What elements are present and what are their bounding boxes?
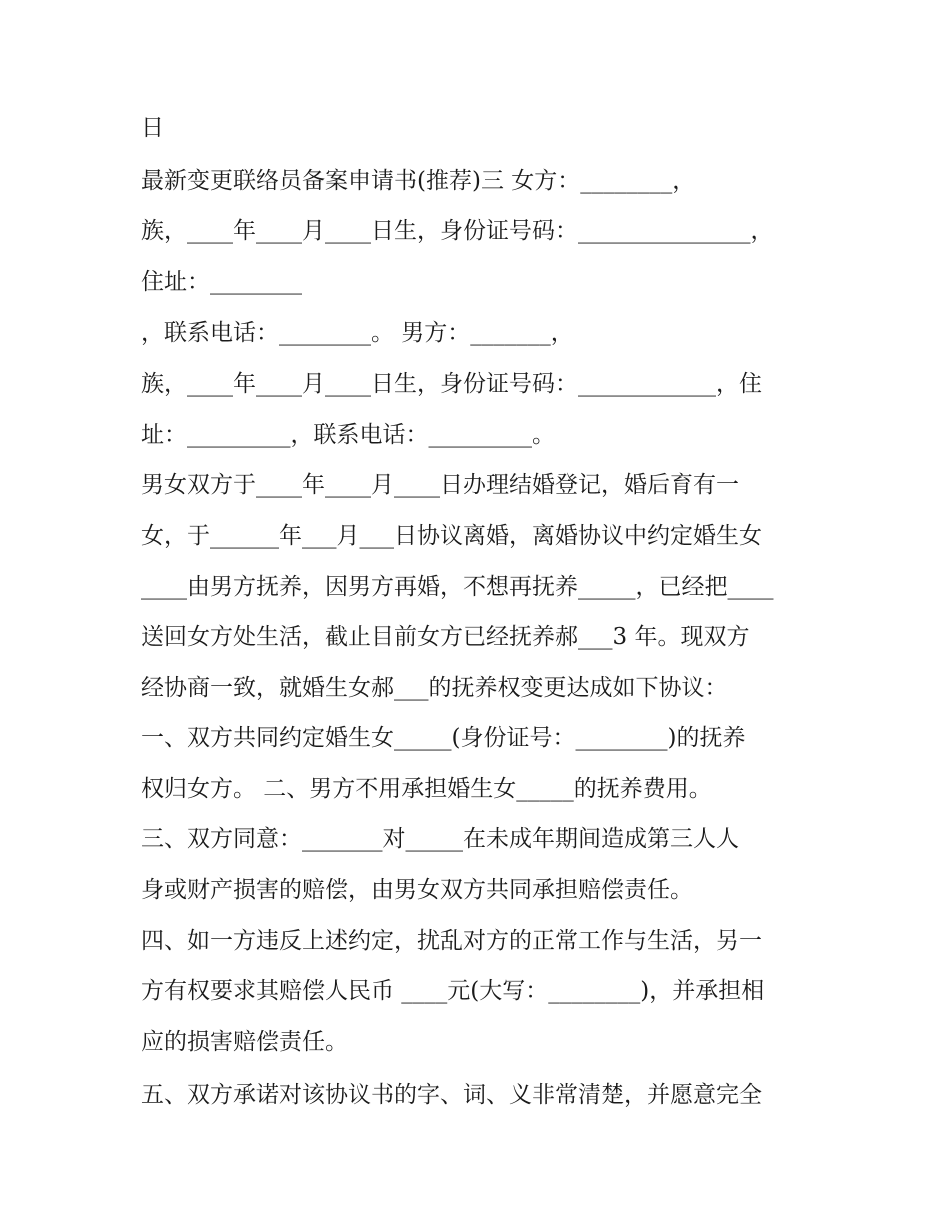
text-line: 女，于______年___月___日协议离婚，离婚协议中约定婚生女 (141, 523, 762, 549)
text-line: 日 (141, 115, 164, 141)
text-line: 五、双方承诺对该协议书的字、词、义非常清楚，并愿意完全 (141, 1082, 762, 1108)
text-line: 住址：________ (141, 269, 302, 295)
text-line: 身或财产损害的赔偿，由男女双方共同承担赔偿责任。 (141, 877, 693, 903)
text-line: 男女双方于____年____月____日办理结婚登记，婚后育有一 (141, 472, 739, 498)
text-line: 址：_________，联系电话：_________。 (141, 422, 555, 448)
text-line: 方有权要求其赔偿人民币 ____元(大写：________)，并承担相 (141, 978, 765, 1004)
text-line: 送回女方处生活，截止目前女方已经抚养郝___3 年。现双方 (141, 624, 750, 650)
text-line: 三、双方同意：_______对_____在未成年期间造成第三人人 (141, 826, 739, 852)
text-line: 族，____年____月____日生，身份证号码：____________，住 (141, 371, 762, 397)
text-line: 最新变更联络员备案申请书(推荐)三 女方：________， (141, 168, 696, 194)
text-line: 应的损害赔偿责任。 (141, 1029, 348, 1055)
text-line: 权归女方。 二、男方不用承担婚生女_____的抚养费用。 (141, 776, 712, 802)
text-line: 一、双方共同约定婚生女_____(身份证号：________)的抚养 (141, 725, 746, 751)
text-line: ____由男方抚养，因男方再婚，不想再抚养_____，已经把____ (141, 574, 774, 600)
text-line: 四、如一方违反上述约定，扰乱对方的正常工作与生活，另一 (141, 928, 762, 954)
text-line: 经协商一致，就婚生女郝___的抚养权变更达成如下协议： (141, 675, 728, 701)
text-line: 族，____年____月____日生，身份证号码：_______________， (141, 218, 774, 244)
text-line: ，联系电话：________。 男方：_______， (141, 320, 574, 346)
